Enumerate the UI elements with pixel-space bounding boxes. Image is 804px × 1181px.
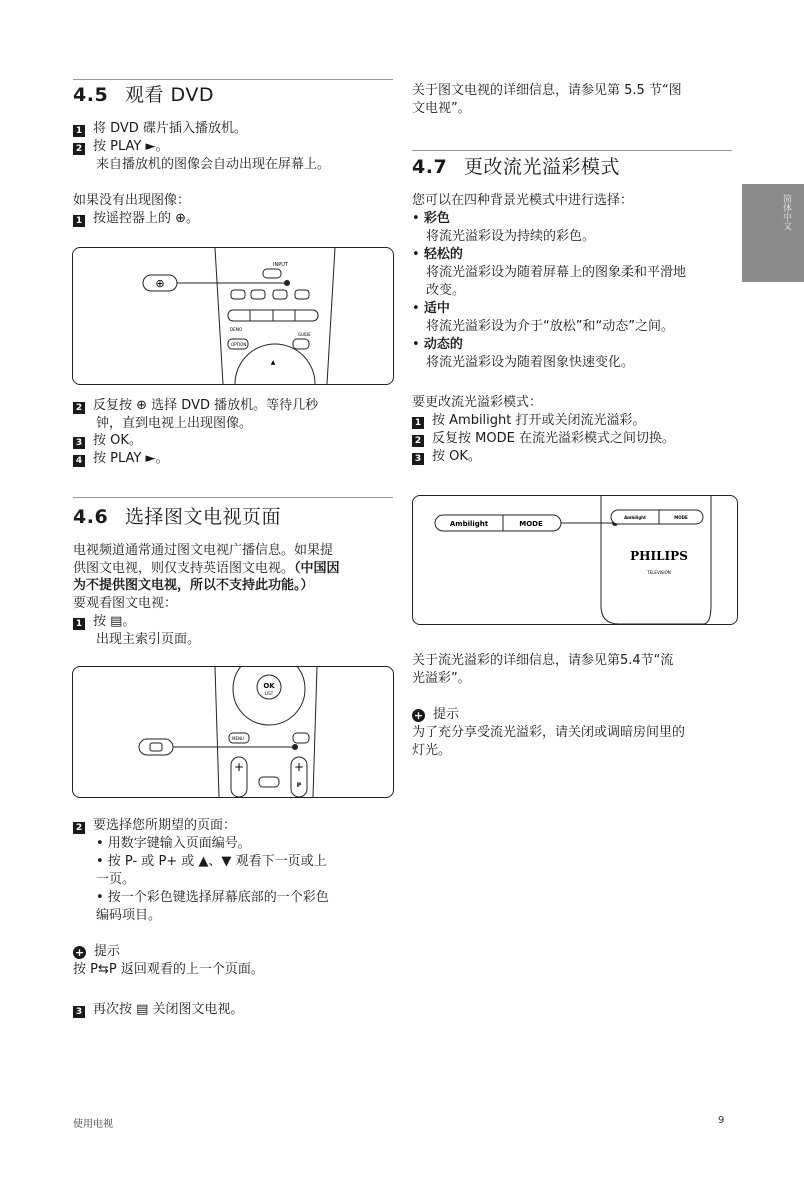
language-tab: 简体中文 bbox=[742, 184, 804, 282]
svg-text:P: P bbox=[296, 782, 302, 789]
svg-text:Ambilight: Ambilight bbox=[449, 520, 489, 528]
remote-input-illustration bbox=[73, 248, 393, 384]
section-4-7-heading: 4.7 更改流光溢彩模式 bbox=[412, 156, 621, 178]
remote-figure-teletext bbox=[72, 666, 394, 798]
section-4-6-heading: 4.6 选择图文电视页面 bbox=[73, 506, 282, 528]
svg-text:OPTION: OPTION bbox=[231, 342, 247, 347]
remote-teletext-illustration bbox=[73, 667, 393, 797]
remote-figure-ambilight bbox=[412, 495, 738, 625]
svg-text:TELEVISION: TELEVISION bbox=[647, 570, 671, 575]
tip-icon: + bbox=[413, 709, 424, 722]
svg-text:GUIDE: GUIDE bbox=[298, 332, 311, 337]
svg-text:LIST: LIST bbox=[264, 691, 274, 696]
svg-text:MODE: MODE bbox=[674, 515, 688, 520]
svg-text:+: + bbox=[293, 760, 305, 774]
section-rule bbox=[412, 150, 732, 151]
svg-text:+: + bbox=[233, 760, 245, 774]
svg-text:Ambilight: Ambilight bbox=[624, 515, 646, 520]
svg-text:OK: OK bbox=[263, 682, 275, 690]
tip-icon: + bbox=[74, 946, 85, 959]
svg-text:MODE: MODE bbox=[519, 520, 543, 528]
svg-text:MENU: MENU bbox=[232, 736, 244, 741]
svg-text:⊕: ⊕ bbox=[155, 277, 165, 290]
remote-figure-input bbox=[72, 247, 394, 385]
svg-text:INPUT: INPUT bbox=[273, 262, 288, 268]
section-4-5-heading: 4.5 观看 DVD bbox=[73, 84, 214, 106]
page-number: 9 bbox=[718, 1115, 725, 1126]
svg-text:DEMO: DEMO bbox=[230, 327, 243, 332]
section-rule bbox=[73, 497, 393, 498]
footer-section: 使用电视 bbox=[73, 1119, 113, 1130]
svg-text:PHILIPS: PHILIPS bbox=[630, 549, 688, 563]
remote-ambilight-illustration bbox=[413, 496, 737, 624]
teletext-callout bbox=[139, 739, 173, 755]
svg-text:▲: ▲ bbox=[270, 359, 276, 366]
